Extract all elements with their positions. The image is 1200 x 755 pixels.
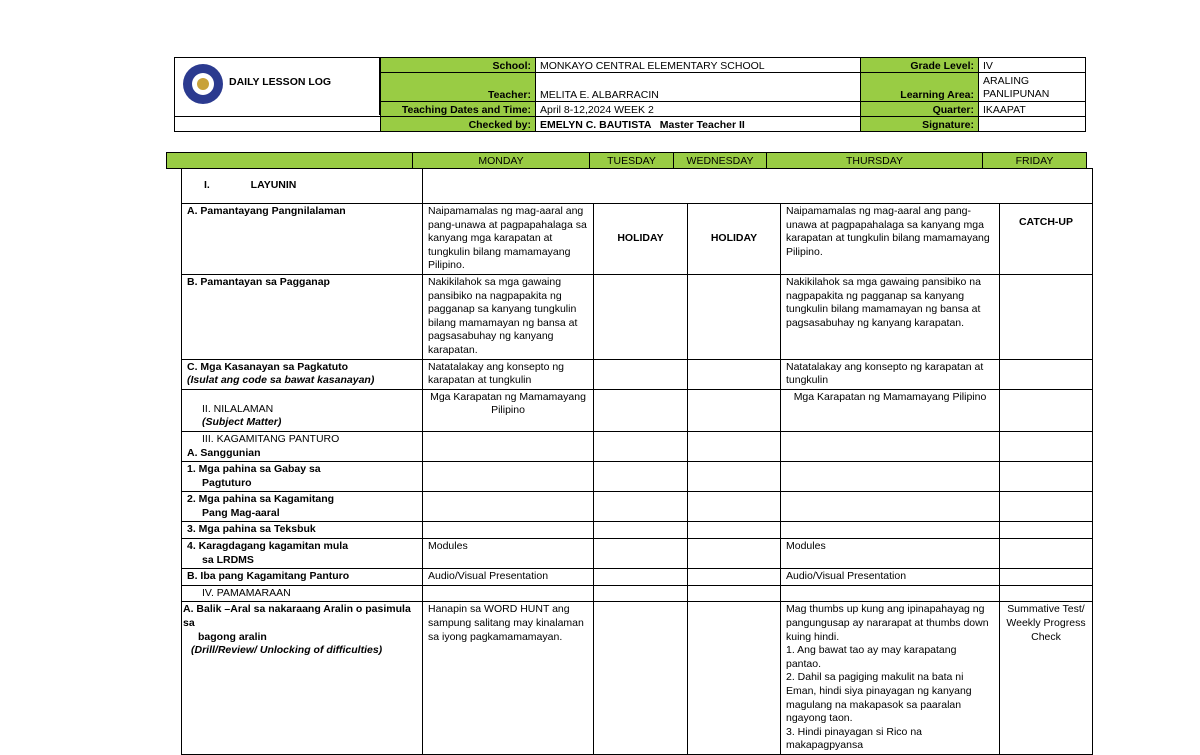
lesson-table [181, 168, 1093, 755]
row-c-label: C. Mga Kasanayan sa Pagkatuto (Isulat ang code sa bawat kasanayan) [182, 359, 423, 389]
row-c-friday [1000, 359, 1093, 389]
quarter-label: Quarter: [861, 102, 979, 117]
row-3-label: 3. Mga pahina sa Teksbuk [182, 522, 423, 539]
days-header [166, 152, 1087, 169]
teacher-value: MELITA E. ALBARRACIN [536, 73, 861, 102]
quarter-value: IKAAPAT [979, 102, 1086, 117]
row-c-thursday: Natatalakay ang konsepto ng karapatan at tungkulin [781, 359, 1000, 389]
row-b-label: B. Pamantayan sa Pagganap [182, 274, 423, 359]
row-ii-label: II. NILALAMAN (Subject Matter) [182, 389, 423, 431]
grade-label: Grade Level: [861, 58, 979, 73]
row-a-label: A. Pamantayang Pangnilalaman [182, 204, 423, 275]
signature-value [979, 117, 1086, 132]
row-iii-label: III. KAGAMITANG PANTURO A. Sanggunian [182, 431, 423, 461]
row-ii-friday [1000, 389, 1093, 431]
row-4-label: 4. Karagdagang kagamitan mula sa LRDMS [182, 539, 423, 569]
row-b-friday [1000, 274, 1093, 359]
signature-label: Signature: [861, 117, 979, 132]
row-4-thursday: Modules [781, 539, 1000, 569]
row-b-thursday: Nakikilahok sa mga gawaing pansibiko na nagpapakita ng pagganap sa kanyang tungkulin bilang mamamayan ng bansa at pagsasabuhay ng kanyang karapatan. [781, 274, 1000, 359]
row-2-label: 2. Mga pahina sa Kagamitang Pang Mag-aaral [182, 492, 423, 522]
header-table [174, 57, 1086, 132]
row-a-friday: CATCH-UP [1000, 204, 1093, 275]
area-value: ARALING PANLIPUNAN [979, 73, 1086, 102]
layunin-blank [423, 169, 1093, 204]
row-a-thursday: Naipamamalas ng mag-aaral ang pang-unawa at pagpapahalaga sa kanyang mga karapatan at tungkulin bilang mamamayang Pilipino. [781, 204, 1000, 275]
row-bi-label: B. Iba pang Kagamitang Panturo [182, 569, 423, 586]
row-b-tuesday [594, 274, 688, 359]
school-value: MONKAYO CENTRAL ELEMENTARY SCHOOL [536, 58, 861, 73]
row-ii-wednesday [688, 389, 781, 431]
row-ba-label: A. Balik –Aral sa nakaraang Aralin o pasimula sa bagong aralin (Drill/Review/ Unlocking of difficulties) [182, 602, 423, 755]
row-a-tuesday: HOLIDAY [594, 204, 688, 275]
row-bi-thursday: Audio/Visual Presentation [781, 569, 1000, 586]
dates-value: April 8-12,2024 WEEK 2 [536, 102, 861, 117]
area-label: Learning Area: [861, 73, 979, 102]
row-bi-monday: Audio/Visual Presentation [423, 569, 594, 586]
day-wednesday: WEDNESDAY [674, 153, 767, 169]
row-c-tuesday [594, 359, 688, 389]
row-b-monday: Nakikilahok sa mga gawaing pansibiko na nagpapakita ng pagganap sa kanyang tungkulin bilang mamamayan ng bansa at pagsasabuhay ng kanyang karapatan. [423, 274, 594, 359]
school-label: School: [381, 58, 536, 73]
row-c-monday: Natatalakay ang konsepto ng karapatan at tungkulin [423, 359, 594, 389]
days-blank [167, 153, 413, 169]
row-ba-monday: Hanapin sa WORD HUNT ang sampung salitang may kinalaman sa iyong pagkamamamayan. [423, 602, 594, 755]
day-tuesday: TUESDAY [590, 153, 674, 169]
log-title: DAILY LESSON LOG [229, 76, 332, 88]
day-thursday: THURSDAY [767, 153, 983, 169]
layunin-heading: I. LAYUNIN [182, 169, 423, 204]
row-a-monday: Naipamamalas ng mag-aaral ang pang-unawa at pagpapahalaga sa kanyang mga karapatan at tungkulin bilang mamamayang Pilipino. [423, 204, 594, 275]
row-ii-tuesday [594, 389, 688, 431]
teacher-label: Teacher: [381, 73, 536, 102]
day-friday: FRIDAY [983, 153, 1087, 169]
day-monday: MONDAY [413, 153, 590, 169]
grade-value: IV [979, 58, 1086, 73]
row-a-wednesday: HOLIDAY [688, 204, 781, 275]
row-1-label: 1. Mga pahina sa Gabay sa Pagtuturo [182, 462, 423, 492]
checked-value: EMELYN C. BAUTISTA Master Teacher II [536, 117, 861, 132]
row-4-monday: Modules [423, 539, 594, 569]
row-ba-friday: Summative Test/ Weekly Progress Check [1000, 602, 1093, 755]
row-iv-label: IV. PAMAMARAAN [182, 585, 423, 602]
dates-label: Teaching Dates and Time: [381, 102, 536, 117]
row-ba-thursday: Mag thumbs up kung ang ipinapahayag ng pangungusap ay nararapat at thumbs down kuing hindi. 1. Ang bawat tao ay may karapatang pantao. 2. Dahil sa pagiging makulit na bata ni Eman, hindi siya pinayagan ng kanyang magulang na makapasok sa paaralan ngayong taon. 3. Hindi pinayagan si Rico na makapagpyansa [781, 602, 1000, 755]
row-c-wednesday [688, 359, 781, 389]
row-ii-thursday: Mga Karapatan ng Mamamayang Pilipino [781, 389, 1000, 431]
row-b-wednesday [688, 274, 781, 359]
checked-label: Checked by: [381, 117, 536, 132]
row-ii-monday: Mga Karapatan ng Mamamayang Pilipino [423, 389, 594, 431]
